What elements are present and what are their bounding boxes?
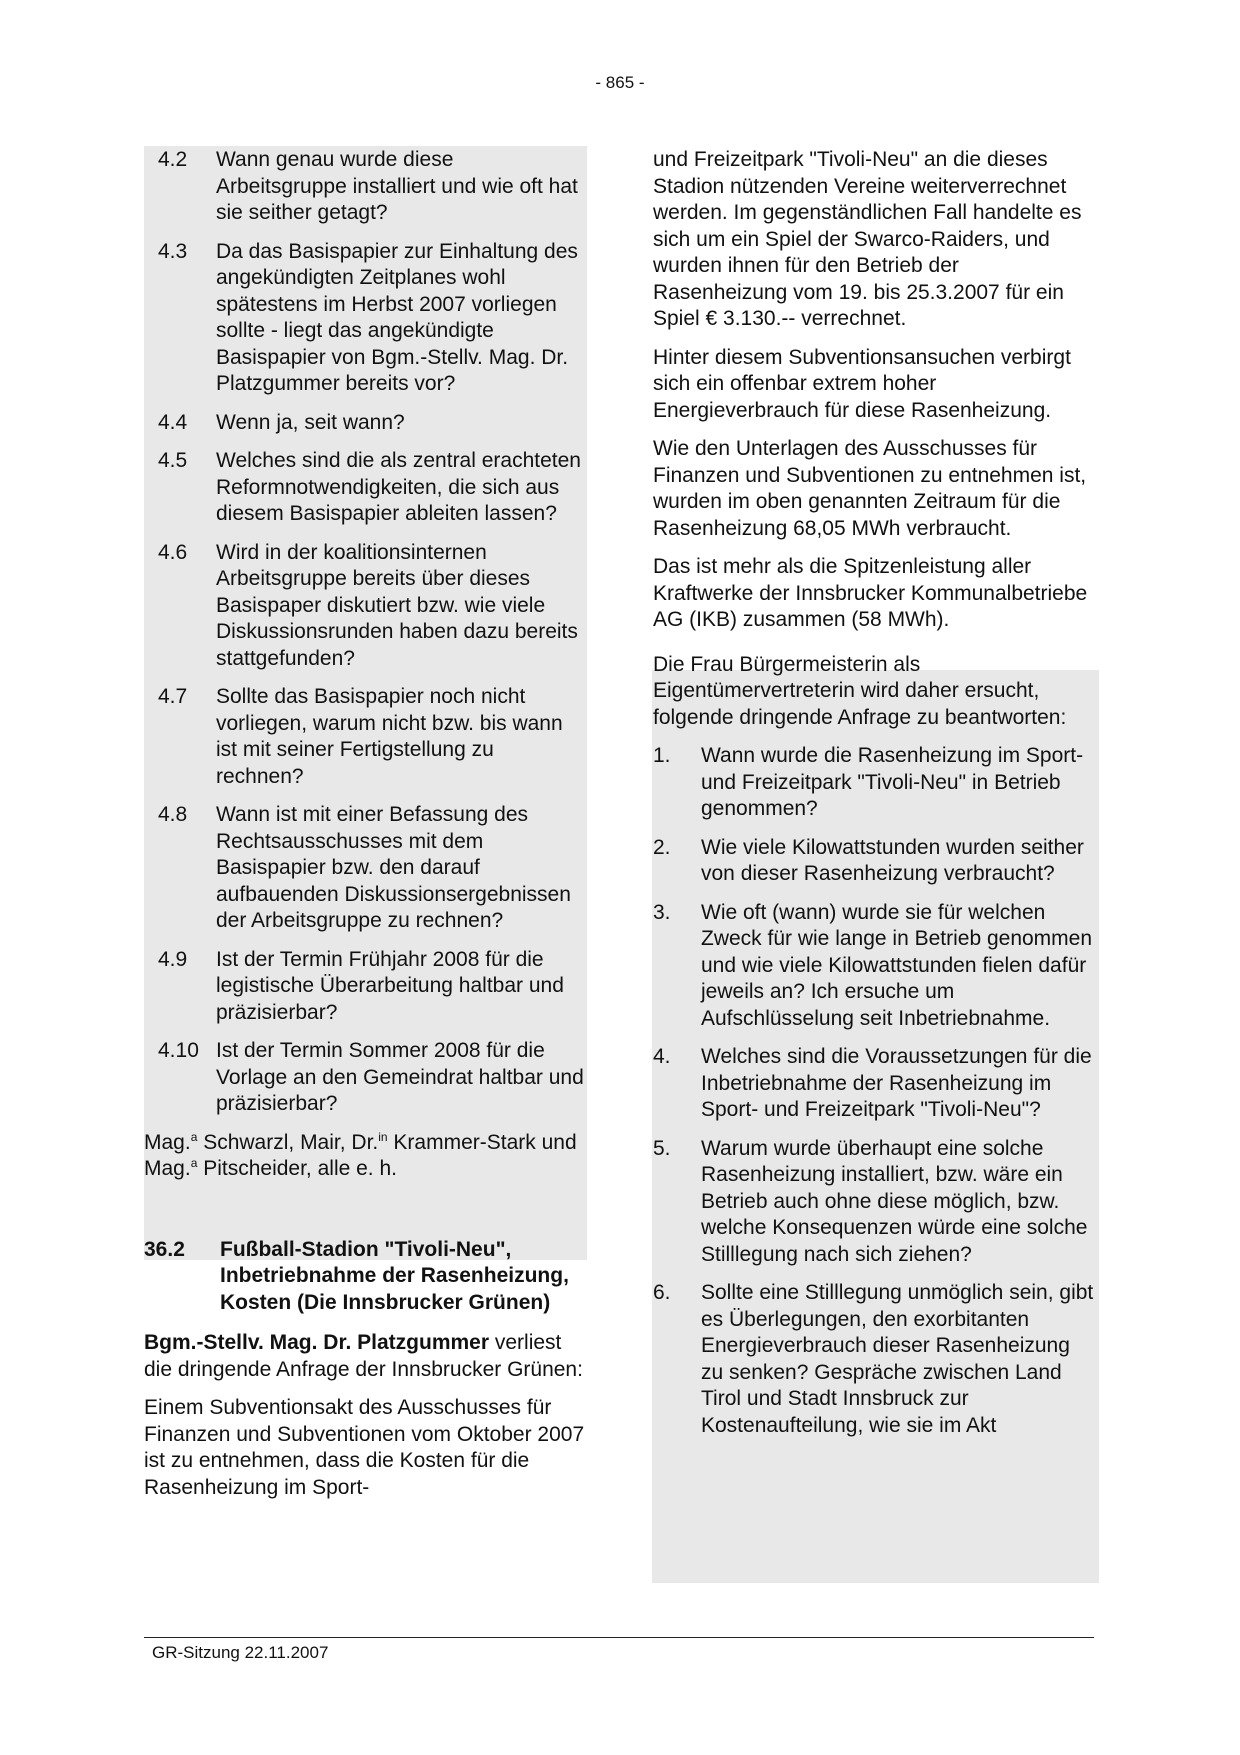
signature: Mag.$^a$ Schwarzl, Mair, Dr.$^{in}$ Krammer-Stark und Mag.$^a$ Pitscheider, alle e. h. <box>144 1129 577 1180</box>
question-item: 4.4 Wenn ja, seit wann? <box>158 410 405 434</box>
footer-text: GR-Sitzung 22.11.2007 <box>152 1643 329 1662</box>
body-paragraph: Das ist mehr als die Spitzenleistung aller Kraftwerke der Innsbrucker Kommunalbetriebe AG (IKB) zusammen (58 MWh). <box>653 555 1088 631</box>
question-item: 4.2 Wann genau wurde diese Arbeitsgruppe installiert und wie oft hat sie seither getagt? <box>158 148 578 224</box>
list-item: 2. Wie viele Kilowattstunden wurden seither von dieser Rasenheizung verbraucht? <box>653 835 1084 885</box>
right-column <box>653 147 1097 1451</box>
list-item: 5. Warum wurde überhaupt eine solche Rasenheizung installiert, bzw. wäre ein Betrieb auch ohne diese möglich, bzw. welche Konsequenzen würde eine solche Stilllegung nach sich ziehen? <box>653 1136 1088 1266</box>
list-item: 1. Wann wurde die Rasenheizung im Sport- und Freizeitpark "Tivoli-Neu" in Betrieb genommen? <box>653 744 1084 820</box>
question-item: 4.7 Sollte das Basispapier noch nicht vorliegen, warum nicht bzw. bis wann ist mit seiner Fertigstellung zu rechnen? <box>158 685 563 788</box>
list-item: 4. Welches sind die Voraussetzungen für die Inbetriebnahme der Rasenheizung im Sport- und Freizeitpark "Tivoli-Neu"? <box>653 1045 1092 1121</box>
question-item: 4.8 Wann ist mit einer Befassung des Rechtsausschusses mit dem Basispapier bzw. den darauf aufbauenden Diskussionsergebnissen der Arbeitsgruppe zu rechnen? <box>158 803 571 932</box>
section-heading: 36.2 Fußball-Stadion "Tivoli-Neu", Inbetriebnahme der Rasenheizung, Kosten (Die Innsbrucker Grünen) <box>144 1237 569 1314</box>
page-number: - 865 - <box>595 73 645 92</box>
question-item: 4.9 Ist der Termin Frühjahr 2008 für die legistische Überarbeitung haltbar und präzisierbar? <box>158 947 564 1024</box>
question-item: 4.6 Wird in der koalitionsinternen Arbeitsgruppe bereits über dieses Basispaper diskutiert bzw. wie viele Diskussionsrunden haben dazu bereits stattgefunden? <box>158 540 578 670</box>
body-paragraph: Einem Subventionsakt des Ausschusses für Finanzen und Subventionen vom Oktober 2007 ist zu entnehmen, dass die Kosten für die Rasenheizung im Sport- <box>144 1396 585 1499</box>
left-column <box>144 147 585 1513</box>
question-item: 4.5 Welches sind die als zentral erachteten Reformnotwendigkeiten, die sich aus diesem Basispapier ableiten lassen? <box>158 449 581 525</box>
list-item: 3. Wie oft (wann) wurde sie für welchen Zweck für wie lange in Betrieb genommen und wie viele Kilowattstunden fielen dafür jeweils an? Ich ersuche um Aufschlüsselung seit Inbetriebnahme. <box>653 900 1093 1030</box>
speaker-name: Bgm.-Stellv. Mag. Dr. Platzgummer <box>144 1331 490 1354</box>
speaker-paragraph: Bgm.-Stellv. Mag. Dr. Platzgummer verliest die dringende Anfrage der Innsbrucker Grünen: <box>144 1331 583 1381</box>
footer-divider <box>144 1637 1094 1638</box>
question-item: 4.3 Da das Basispapier zur Einhaltung des angekündigten Zeitplanes wohl spätestens im Herbst 2007 vorliegen sollte - liegt das angekündigte Basispapier von Bgm.-Stellv. Mag. Dr. Platzgummer bereits vor? <box>158 239 578 395</box>
body-paragraph: und Freizeitpark "Tivoli-Neu" an die dieses Stadion nützenden Vereine weiterverrechnet werden. Im gegenständlichen Fall handelte es sich um ein Spiel der Swarco-Raiders, und wurden ihnen für den Betrieb der Rasenheizung vom 19. bis 25.3.2007 für ein Spiel € 3.130.-- verrechnet. <box>653 148 1082 330</box>
question-item: 4.10 Ist der Termin Sommer 2008 für die Vorlage an den Gemeindrat haltbar und präzisierbar? <box>158 1039 584 1115</box>
body-paragraph: Hinter diesem Subventionsansuchen verbirgt sich ein offenbar extrem hoher Energieverbrauch für diese Rasenheizung. <box>653 345 1071 422</box>
request-paragraph: Die Frau Bürgermeisterin als Eigentümervertreterin wird daher ersucht, folgende dringende Anfrage zu beantworten: <box>653 652 1067 729</box>
list-item: 6. Sollte eine Stilllegung unmöglich sein, gibt es Überlegungen, den exorbitanten Energieverbrauch dieser Rasenheizung zu senken? Gespräche zwischen Land Tirol und Stadt Innsbruck zur Kostenaufteilung, wie sie im Akt <box>653 1281 1094 1437</box>
body-paragraph: Wie den Unterlagen des Ausschusses für Finanzen und Subventionen zu entnehmen ist, wurden im oben genannten Zeitraum für die Rasenheizung 68,05 MWh verbraucht. <box>653 437 1087 540</box>
